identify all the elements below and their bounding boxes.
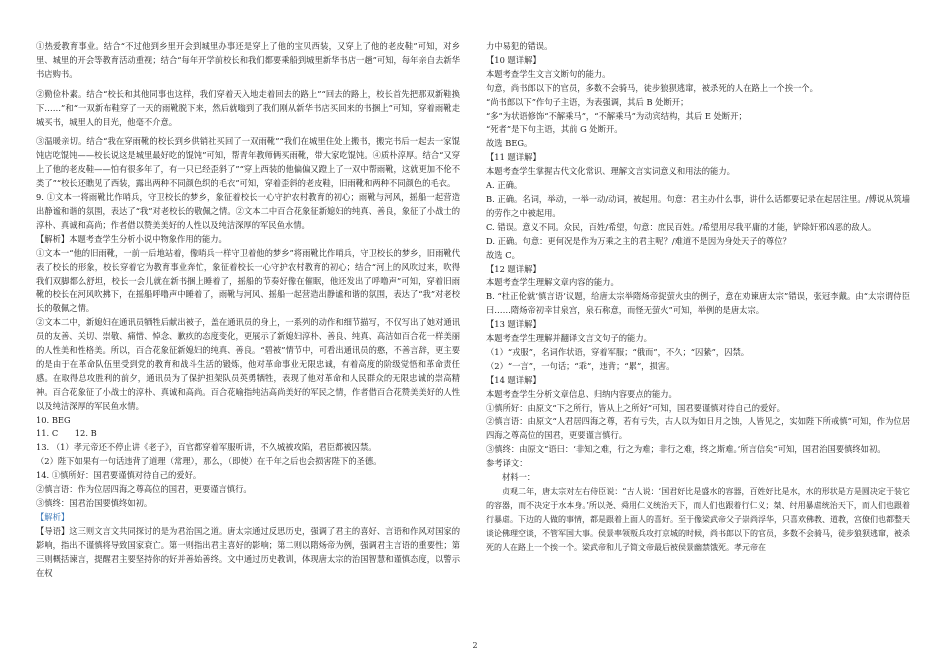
section-heading: 【10 题详解】 (486, 54, 541, 65)
answer-para: ②勤俭朴素。结合“校长和其他同事也这样，我们穿着天入地走着回去的路上”“回去的路上，校长首先把那双新鞋换下……”和“一双新布鞋穿了一天的雨靴脱下来，然后就嗡到了我们刚从新华书店买回来的书捆上”可知，穿着雨靴走城买书，城里人的目光，他毫不介意。 (36, 88, 460, 127)
answer-line: “多”为状语修饰“不解乘马”，“不解乘马”为动宾结构，其后 E 处断开； (486, 110, 747, 121)
answer-line: C. 错误。意义不同。众民，百姓/希望，句意：庶民百姓。/希望用尽我平庸的才能，铲除奸邪凶恶的敌人。 (486, 221, 877, 232)
answer-line: 本题考查学生理解文章内容的能力。 (486, 277, 619, 288)
answer-line: “死者”是下句主语，其前 G 处断开。 (486, 124, 623, 135)
section-heading: 【12 题详解】 (486, 263, 541, 274)
answer-line: 本题考查学生分析文章信息、归纳内容要点的能力。 (486, 388, 677, 399)
answer-line: D. 正确。句意：更何况是作为万乘之主的君主呢？/难道不是因为身处天子的尊位？ (486, 235, 791, 246)
answer-para: 9. ①文本一将雨靴比作哨兵，守卫校长的梦乡，象征着校长一心守护农村教育的初心；雨靴与河风，摇船一起营造出静谧和谐的氛围，表达了“我”对老校长的敬佩之情。②文本二中百合花象征新媳妇的纯真、善良，象征了小战士的淳朴、真诚和高尚；作者借以赞美美好的人性以及纯洁深厚的军民鱼水情。 (36, 192, 460, 230)
answer-line: “尚书郎以下”作句子主语，为表强调，其后 B 处断开； (486, 96, 689, 107)
analysis-label: 【解析】 (36, 511, 70, 522)
answer-line: 本题考查学生掌握古代文化常识、理解文言实词意义和用法的能力。 (486, 166, 735, 177)
answer-para: ①热爱教育事业。结合“不过他到乡里开会到城里办事还是穿上了他的宝贝西装，又穿上了他的老皮鞋”可知，对乡里、城里的开会等教育活动重视；结合“每年开学前校长和我们都要乘船到城里新华书店一趟”可知，每年亲自去新华书店购书。 (36, 41, 460, 79)
guide-para: 【导语】这三则文言文共同探讨的是为君治国之道。唐太宗通过反思历史，强调了君主的喜好、言语和作风对国家的影响，指出不谨慎将导致国家衰亡。第一则指出君主喜好的影响；第二则以隋炀帝为例，强调君主言语的重要性；第三则概括谏言，提醒君主要坚持你的好并善始善终。文中通过历史教训，体现唐太宗的治国智慧和谨慎态度，以警示在权 (36, 525, 460, 578)
answer-line: 10. BEG (36, 414, 71, 425)
answer-para: ②文本二中，新媳妇在通讯员牺牲后献出被子，盖在通讯员的身上，一系列的动作和细节描写，不仅写出了她对通讯员的友善、关切、崇敬、痛惜、悼念、歉疚的态度变化，更展示了新媳妇淳朴、善良、纯真、高洁如百合花一样美丽的人性美和性格美。所以，百合花象征新媳妇的纯真、善良。“碧被”情节中，可看出通讯员的憨，不善言辞，更主要的是由于在革命队伍里受到党的教育和战斗生活的锻炼，他对革命事业无限忠诚，有着高度的阶级觉悟和革命责任感。在取得总攻胜利的前夕，通讯员为了保护担架队员英勇牺牲，表现了他对革命和人民群众的无限忠诚的崇高精神。百合花象征了小战士的淳朴、真诚和高尚。百合花喻指纯洁高尚美好的军民之情，作者借百合花赞美美好的人性以及纯洁深厚的军民鱼水情。 (36, 317, 460, 411)
answer-line: 13. （1）孝元帝还不停止讲《老子》，百官都穿着军服听讲，不久城被攻陷，君臣都被囚禁。 (36, 442, 377, 453)
answer-line: 本题考查学生理解并翻译文言文句子的能力。 (486, 333, 652, 344)
answer-line: ②慎言语：作为位居四海之尊高位的国君，更要谨言慎行。 (36, 484, 252, 495)
answer-line: 句意，尚书郎以下的官员，多数不会骑马，徒步狼狈逃窜，被杀死的人在路上一个挨一个。 (486, 82, 818, 93)
answer-line: （2）“一言”，一句话；“乖”，违背；“累”，损害。 (486, 360, 675, 371)
right-column (486, 40, 910, 555)
answer-line: ③慎终：国君治国要慎终如初。 (36, 498, 153, 508)
answer-para: ①文本一“他的旧雨靴，一前一后地站着，像哨兵一样守卫着他的梦乡”将雨靴比作哨兵，守卫校长的梦乡，旧雨靴代表了校长的形象，校长穿着它为教育事业奔忙，象征着校长一心守护农村教育的初心；结合“河上的风吹过来，吹得我们双脚都么舒坦，校长一会儿就在新书捆上睡着了，摇船的节奏好像在催眠，他还发出了呼噜声”可知，穿着旧雨靴的校长在河风吹拂下，在摇船呼噜声中睡着了，雨靴与河风、摇船一起营造出静谧和谐的氛围，表达了“我”对老校长的敬佩之情。 (36, 247, 460, 314)
answer-line: （2）陛下如果有一句话违背了道理（常理），那么，（即使）在千年之后也会损害陛下的圣德。 (36, 456, 382, 467)
answer-line: 故选 C。 (486, 249, 520, 260)
material-label: 材料一： (502, 472, 536, 483)
answer-line: 14. ①慎所好：国君要谨慎对待自己的爱好。 (36, 470, 202, 481)
answer-line: 本题考查学生文言文断句的能力。 (486, 68, 611, 79)
analysis-heading: 【解析】本题考查学生分析小说中物象作用的能力。 (36, 233, 227, 244)
answer-para: ③温暖亲切。结合“我在穿雨靴的校长到乡供销社买回了一双雨靴”“我们在城里住处上搬书，搬完书后一起去一家馄饨店吃馄饨——校长说这是城里最好吃的馄饨”可知，帮青年教师俩买雨靴，带大家吃馄饨。④质朴淳厚。结合“又穿上了他的老皮鞋——怕有很多年了，有一只已经歪斜了”“穿上西装的他偏偏又蹬上了一双中帮雨靴，这就更加不伦不类了”“校长还瞧见了西装，露出两种不同颜色织的毛衣”可知，穿着歪斜的老皮鞋，旧雨靴和两种不同颜色的毛衣。 (36, 136, 460, 189)
answer-line: B. 正确。名词，举动，一举一动/动词，被起用。句意：君主办什么事，讲什么话都要记录在起居注里。/傅说从筑墙的劳作之中被起用。 (486, 193, 910, 218)
translation-para: 贞观二年，唐太宗对左右侍臣说：“古人说：‘国君好比是盛水的容器，百姓好比是水，水的形状是方是圆决定于装它的容器，而不决定于水本身。’所以尧、舜用仁义统治天下，而人们也跟着行仁义；桀、纣用暴虐统治天下，而人们也跟着行暴虐。下边的人做的事情，都是跟着上面人的喜好。至于像梁武帝父子崇尚浮华，只喜欢佛教、道教，宫僚们也都整天谈论佛理空谈，不管军国大事。侯景率领叛兵攻打京城的时候，尚书郎以下的官员，多数不会骑马，徒步狼狈逃窜，被杀死的人在路上一个挨一个。梁武帝和儿子简文帝最后被侯景幽禁饿死。孝元帝在 (486, 487, 910, 552)
section-heading: 【11 题详解】 (486, 152, 541, 163)
answer-line: 参考译文： (486, 458, 528, 469)
answer-line: （1）“戎服”，名词作状语，穿着军服；“俄而”，不久；“囚絷”，囚禁。 (486, 346, 750, 357)
answer-line: 力中易犯的错误。 (486, 41, 553, 51)
section-heading: 【14 题详解】 (486, 374, 541, 385)
section-heading: 【13 题详解】 (486, 319, 541, 330)
answer-line: ①慎所好：由原文“下之所行，皆从上之所好”可知，国君要谨慎对待自己的爱好。 (486, 402, 785, 413)
page-number: 2 (472, 641, 478, 650)
answer-line: ③慎终：由原文“语曰：‘非知之难，行之为难；非行之难，终之斯难。’所言信矣”可知，国君治国要慎终如初。 (486, 444, 886, 455)
answer-line: A. 正确。 (486, 180, 523, 191)
answer-line: ②慎言语：由原文“人君居四海之尊，若有亏失，古人以为如日月之蚀，人皆见之，实如陛下所戒慎”可知，作为位居四海之尊高位的国君，更要谨言慎行。 (486, 416, 910, 441)
answer-line: 故选 BEG。 (486, 138, 533, 149)
left-column (36, 40, 460, 580)
answer-line: B. “杜正伦就‘慎言语’议题，给唐太宗举隋炀帝捉萤火虫的例子，意在劝谏唐太宗”错误，张冠李戴。由“太宗谓侍臣曰……隋炀帝初幸甘泉宫，泉石称意，而怪无萤火”可知，举例的是唐太宗。 (486, 291, 910, 316)
answer-line: 11. C 12. B (36, 428, 97, 439)
